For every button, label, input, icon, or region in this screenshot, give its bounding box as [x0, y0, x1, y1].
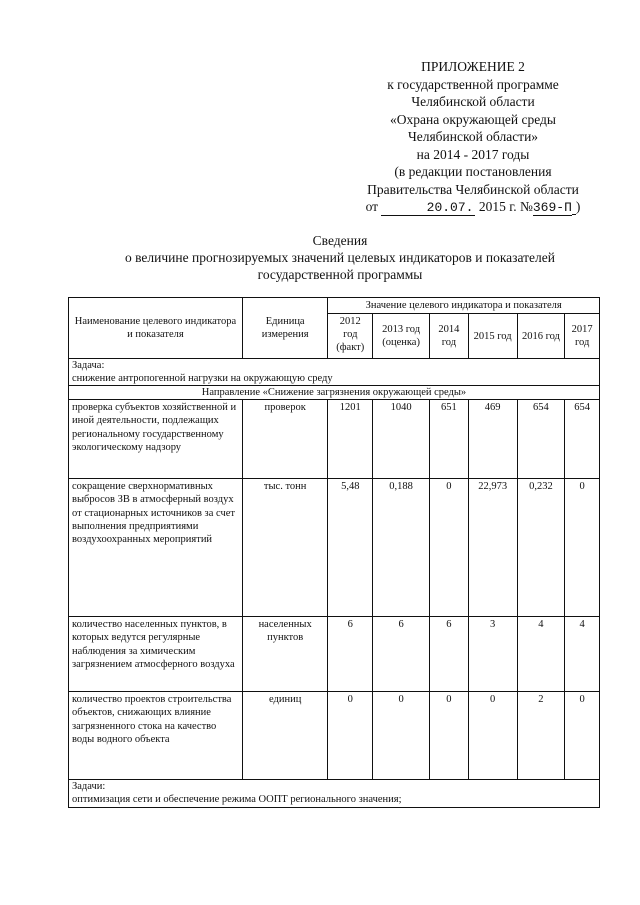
value-cell: 469: [468, 400, 517, 479]
task-label: Задача:: [72, 360, 105, 372]
year-header: 2013 год (оценка): [373, 314, 430, 359]
value-cell: 6: [430, 617, 469, 692]
value-cell: 6: [373, 617, 430, 692]
value-cell: 3: [468, 617, 517, 692]
value-cell: 4: [565, 617, 600, 692]
date-suffix: ): [575, 199, 581, 214]
value-cell: 1201: [328, 400, 373, 479]
indicator-name: проверка субъектов хозяйственной и иной деятельности, подлежащих региональному государственному экологическому надзору: [69, 400, 243, 479]
header-line: к государственной программе: [387, 76, 559, 92]
value-cell: 0: [565, 479, 600, 617]
indicator-unit: населенных пунктов: [242, 617, 327, 692]
header-line: Челябинской области»: [407, 129, 539, 144]
header-line: (в редакции постановления: [394, 164, 552, 179]
column-header-values: Значение целевого индикатора и показателя: [328, 298, 600, 314]
decree-date: 20.07.: [381, 201, 475, 216]
header-row: [69, 298, 600, 314]
value-cell: 6: [328, 617, 373, 692]
header-line: Челябинской области: [411, 94, 535, 109]
task-row: [69, 359, 600, 386]
year-header: 2017 год: [565, 314, 600, 359]
year-header: 2014 год: [430, 314, 469, 359]
title-line: Сведения: [312, 233, 368, 248]
value-cell: 22,973: [468, 479, 517, 617]
value-cell: 2: [517, 692, 565, 780]
direction-row: [69, 386, 600, 400]
value-cell: 0: [565, 692, 600, 780]
value-cell: 1040: [373, 400, 430, 479]
title-line: государственной программы: [257, 267, 423, 282]
year-header: 2012 год (факт): [328, 314, 373, 359]
table-row: [69, 400, 600, 479]
value-cell: 651: [430, 400, 469, 479]
indicator-unit: тыс. тонн: [242, 479, 327, 617]
header-line: «Охрана окружающей среды: [390, 111, 556, 127]
task-label: Задачи:: [72, 781, 106, 793]
column-header-unit: Единица измерения: [242, 298, 327, 359]
decree-date-line: [330, 198, 616, 216]
value-cell: 5,48: [328, 479, 373, 617]
date-prefix: от: [365, 199, 379, 214]
year-header: 2016 год: [517, 314, 565, 359]
title-line: о величине прогнозируемых значений целевых индикаторов и показателей: [124, 250, 555, 265]
document-title: [60, 232, 620, 283]
indicator-unit: единиц: [242, 692, 327, 780]
value-cell: 4: [517, 617, 565, 692]
value-cell: 0: [468, 692, 517, 780]
value-cell: 0: [328, 692, 373, 780]
indicator-name: количество населенных пунктов, в которых ведутся регулярные наблюдения за химическим загрязнением атмосферного воздуха: [69, 617, 243, 692]
header-line: Правительства Челябинской области: [367, 181, 579, 197]
task-cell: [69, 359, 600, 386]
indicators-table: [68, 297, 600, 808]
value-cell: 0: [373, 692, 430, 780]
value-cell: 654: [565, 400, 600, 479]
value-cell: 0,232: [517, 479, 565, 617]
task-text: снижение антропогенной нагрузки на окружающую среду: [72, 373, 333, 385]
value-cell: 0: [430, 692, 469, 780]
date-year: 2015 г. №: [478, 199, 533, 214]
indicator-unit: проверок: [242, 400, 327, 479]
appendix-title: ПРИЛОЖЕНИЕ 2: [421, 59, 525, 74]
value-cell: 0,188: [373, 479, 430, 617]
appendix-header: [330, 58, 616, 216]
header-line: на 2014 - 2017 годы: [416, 146, 530, 162]
table-row: [69, 617, 600, 692]
direction-cell: Направление «Снижение загрязнения окружающей среды»: [69, 386, 600, 400]
column-header-name: Наименование целевого индикатора и показателя: [69, 298, 243, 359]
year-header: 2015 год: [468, 314, 517, 359]
value-cell: 0: [430, 479, 469, 617]
indicator-name: количество проектов строительства объектов, снижающих влияние загрязненного стока на качество воды водного объекта: [69, 692, 243, 780]
table-row: [69, 692, 600, 780]
task-cell: [69, 780, 600, 807]
task-row: [69, 780, 600, 807]
table-row: [69, 479, 600, 617]
indicator-name: сокращение сверхнормативных выбросов ЗВ в атмосферный воздух от стационарных источников за счет выполнения предприятиями воздухоохранных мероприятий: [69, 479, 243, 617]
task-text: оптимизация сети и обеспечение режима ООПТ регионального значения;: [72, 794, 402, 806]
value-cell: 654: [517, 400, 565, 479]
decree-number: 369-П: [532, 200, 572, 215]
